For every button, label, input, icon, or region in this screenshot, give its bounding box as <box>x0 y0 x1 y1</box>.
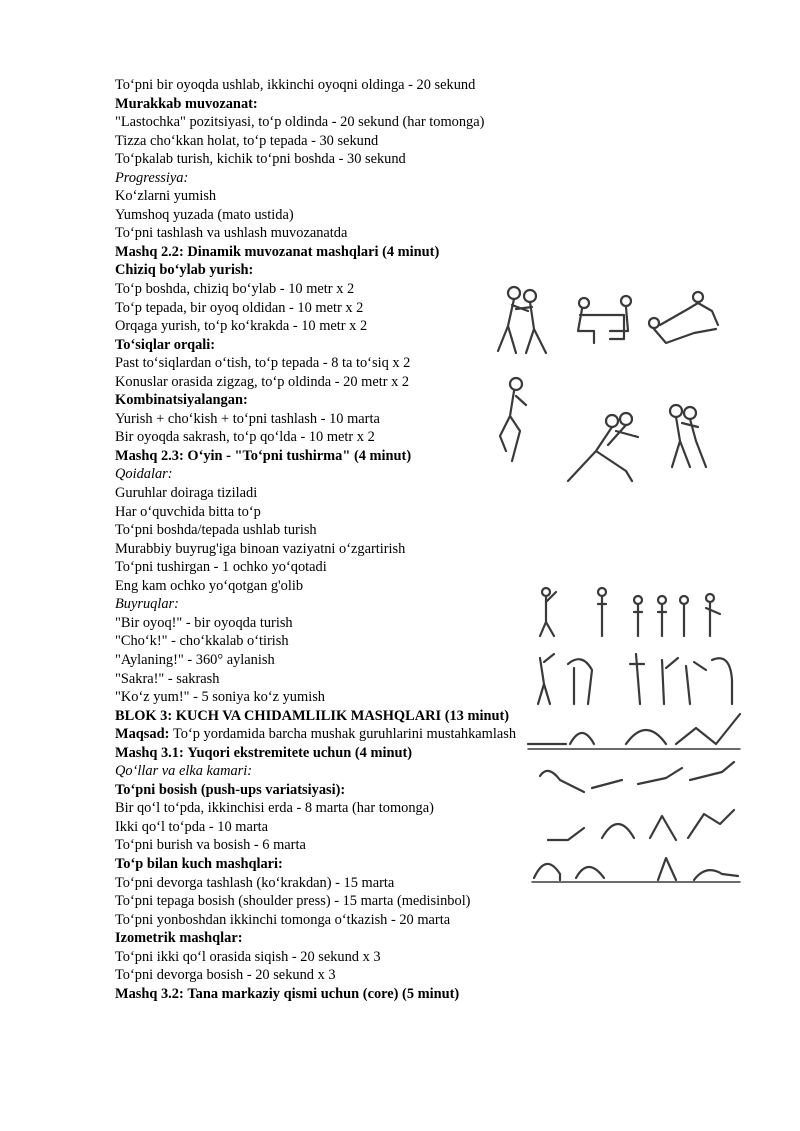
stretching-exercises-illustration <box>526 584 744 884</box>
text-line: Kombinatsiyalangan: <box>115 392 248 409</box>
partner-exercises-illustration <box>476 281 738 499</box>
text-line: "Sakra!" - sakrash <box>115 670 220 687</box>
text-line: To‘pni burish va bosish - 6 marta <box>115 837 306 854</box>
text-line: Yumshoq yuzada (mato ustida) <box>115 206 294 223</box>
text-line: Ikki qo‘l to‘pda - 10 marta <box>115 818 269 835</box>
text-line: Past to‘siqlardan o‘tish, to‘p tepada - 8 ta to‘siq x 2 <box>115 355 411 372</box>
text-line: Har o‘quvchida bitta to‘p <box>115 503 261 520</box>
text-line: To‘pni bir oyoqda ushlab, ikkinchi oyoqni oldinga - 20 sekund <box>115 77 476 93</box>
text-line: Eng kam ochko yo‘qotgan g'olib <box>115 577 304 594</box>
text-line: Konuslar orasida zigzag, to‘p oldinda - 20 metr x 2 <box>115 373 410 390</box>
text-line-body: Tana markaziy qismi uchun (core) (5 minut) <box>187 985 460 1002</box>
text-line: To‘siqlar orqali: <box>115 336 216 353</box>
text-line-body: O‘yin - "To‘pni tushirma" (4 minut) <box>187 447 412 464</box>
text-line: To‘pkalab turish, kichik to‘pni boshda - 30 sekund <box>115 151 406 168</box>
text-line-prefix: Mashq 2.2: <box>115 243 188 260</box>
text-line: "Aylaning!" - 360° aylanish <box>115 651 275 668</box>
text-line: Qo‘llar va elka kamari: <box>115 763 253 780</box>
text-line <box>115 744 520 763</box>
text-line: "Lastochka" pozitsiyasi, to‘p oldinda - 20 sekund (har tomonga) <box>115 114 485 131</box>
text-line: To‘pni devorga tashlash (ko‘krakdan) - 15 marta <box>115 874 395 891</box>
text-line: To‘pni boshda/tepada ushlab turish <box>115 522 317 539</box>
text-line <box>115 447 520 466</box>
text-line: Chiziq bo‘ylab yurish: <box>115 262 254 279</box>
text-line: To‘pni yonboshdan ikkinchi tomonga o‘tkazish - 20 marta <box>115 911 451 928</box>
text-line-body: To‘p yordamida barcha mushak guruhlarini mustahkamlash <box>172 726 517 743</box>
text-line: "Ko‘z yum!" - 5 soniya ko‘z yumish <box>115 689 325 706</box>
text-line: To‘pni tashlash va ushlash muvozanatda <box>115 225 348 242</box>
text-line: Tizza cho‘kkan holat, to‘p tepada - 30 sekund <box>115 132 379 149</box>
text-line: Qoidalar: <box>115 466 173 483</box>
text-line: Ko‘zlarni yumish <box>115 188 217 205</box>
text-line: Murabbiy buyrug'iga binoan vaziyatni o‘zgartirish <box>115 540 406 557</box>
text-line: "Cho‘k!" - cho‘kkalab o‘tirish <box>115 633 289 650</box>
text-line: To‘pni ikki qo‘l orasida siqish - 20 sekund x 3 <box>115 948 381 965</box>
text-line-body: Dinamik muvozanat mashqlari (4 minut) <box>187 243 440 260</box>
text-line: Murakkab muvozanat: <box>115 95 258 112</box>
text-line: Buyruqlar: <box>115 596 179 613</box>
text-line: Progressiya: <box>115 169 189 186</box>
text-line: BLOK 3: KUCH VA CHIDAMLILIK MASHQLARI (13 minut) <box>115 707 510 724</box>
text-line: Orqaga yurish, to‘p ko‘krakda - 10 metr x 2 <box>115 318 368 335</box>
text-line: To‘pni devorga bosish - 20 sekund x 3 <box>115 967 336 984</box>
text-line: "Bir oyoq!" - bir oyoqda turish <box>115 614 293 631</box>
text-line: Bir qo‘l to‘pda, ikkinchisi erda - 8 marta (har tomonga) <box>115 800 434 817</box>
text-line: Yurish + cho‘kish + to‘pni tashlash - 10 marta <box>115 410 380 427</box>
text-line: To‘pni tushirgan - 1 ochko yo‘qotadi <box>115 559 327 576</box>
text-line-prefix: Maqsad: <box>115 726 173 743</box>
text-line-prefix: Mashq 2.3: <box>115 447 188 464</box>
text-line: Bir oyoqda sakrash, to‘p qo‘lda - 10 metr x 2 <box>115 429 375 446</box>
text-line <box>115 985 520 1004</box>
text-line-prefix: Mashq 3.2: <box>115 985 188 1002</box>
text-line <box>115 243 520 262</box>
text-line: To‘p bilan kuch mashqlari: <box>115 855 283 872</box>
text-line: To‘pni tepaga bosish (shoulder press) - 15 marta (medisinbol) <box>115 893 471 910</box>
text-line: To‘pni bosish (push-ups variatsiyasi): <box>115 781 346 798</box>
text-line: To‘p tepada, bir oyoq oldidan - 10 metr x 2 <box>115 299 364 316</box>
text-line: Izometrik mashqlar: <box>115 930 243 947</box>
text-line-prefix: Mashq 3.1: <box>115 744 188 761</box>
text-line: Guruhlar doiraga tiziladi <box>115 485 258 502</box>
text-line: To‘p boshda, chiziq bo‘ylab - 10 metr x 2 <box>115 281 355 298</box>
text-line-body: Yuqori ekstremitete uchun (4 minut) <box>187 744 413 761</box>
text-line <box>115 725 520 744</box>
document-text <box>115 76 520 1003</box>
